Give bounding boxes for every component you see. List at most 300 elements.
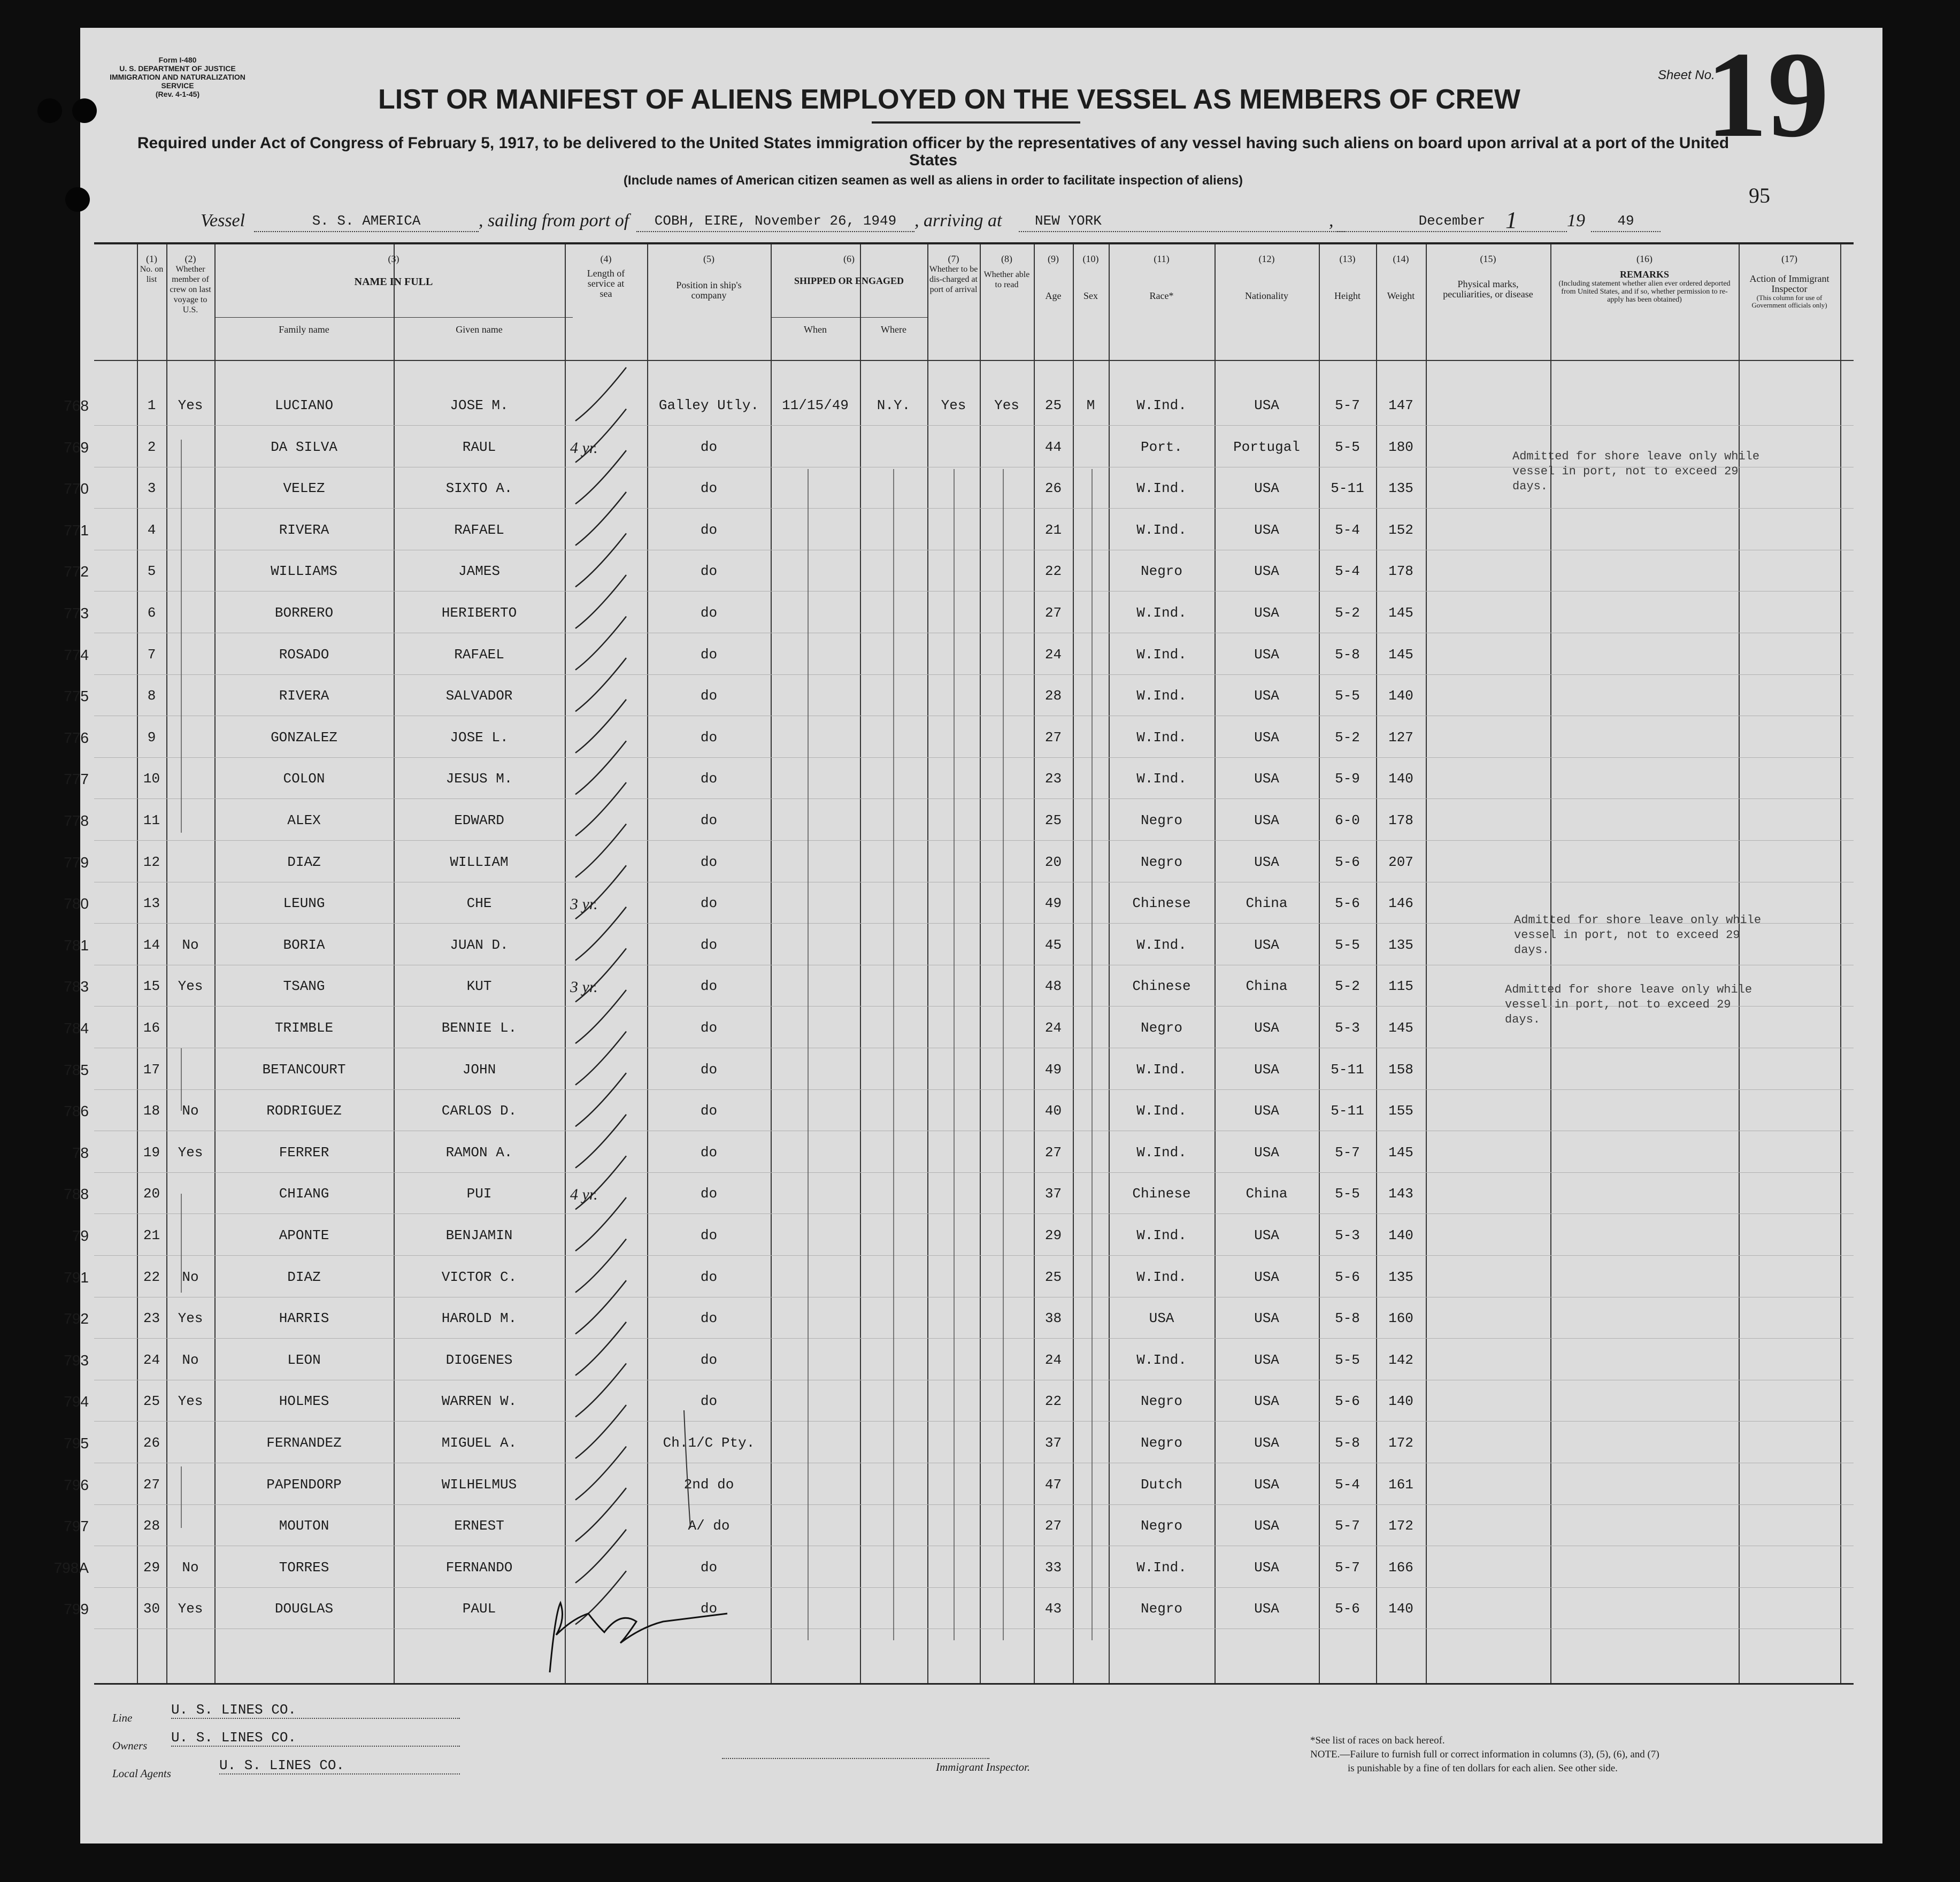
ledger-number: 783 <box>64 978 89 995</box>
cell-position: do <box>700 439 718 455</box>
cell-no: 8 <box>147 688 156 704</box>
cell-given: BENJAMIN <box>445 1227 513 1243</box>
cell-height: 5-5 <box>1335 936 1360 953</box>
cell-height: 5-4 <box>1335 563 1360 580</box>
cell-nat: USA <box>1254 1061 1279 1078</box>
cell-race: Chinese <box>1132 1186 1191 1202</box>
cell-prev: No <box>182 1559 199 1576</box>
cell-no: 23 <box>143 1310 160 1327</box>
cell-given: WILHELMUS <box>441 1476 517 1493</box>
cell-age: 24 <box>1044 646 1062 663</box>
cell-weight: 140 <box>1388 1227 1413 1243</box>
cell-family: ROSADO <box>279 646 329 663</box>
cell-prev: Yes <box>178 1144 203 1161</box>
cell-position: do <box>700 1227 718 1243</box>
cell-no: 10 <box>143 771 160 787</box>
cell-race: W.Ind. <box>1136 397 1187 413</box>
cell-weight: 135 <box>1388 480 1413 497</box>
cell-nat: China <box>1246 895 1288 912</box>
cell-position: do <box>700 1310 718 1327</box>
cell-age: 26 <box>1044 480 1062 497</box>
agents-field[interactable]: U. S. LINES CO. <box>219 1757 460 1775</box>
cell-family: WILLIAMS <box>271 563 337 580</box>
cell-no: 13 <box>143 895 160 912</box>
cell-race: W.Ind. <box>1136 688 1187 704</box>
ledger-number: 785 <box>64 1061 89 1078</box>
cell-height: 5-2 <box>1335 729 1360 746</box>
cell-position: do <box>700 563 718 580</box>
crew-table <box>53 242 1854 1685</box>
cell-given: JOHN <box>462 1061 496 1078</box>
cell-family: COLON <box>283 771 325 787</box>
cell-no: 30 <box>143 1601 160 1617</box>
cell-position: 2nd do <box>683 1476 734 1493</box>
page-instruction: (Include names of American citizen seamen as well as aliens in order to facilitate inspection of aliens) <box>623 173 1243 188</box>
arriving-field[interactable]: NEW YORK <box>1019 210 1345 232</box>
col-10-header: (10) Sex <box>1082 254 1099 301</box>
given-name-header: Given name <box>456 324 503 335</box>
cell-nat: USA <box>1254 1351 1279 1368</box>
service-tick <box>575 492 626 546</box>
cell-nat: China <box>1246 1186 1288 1202</box>
cell-position: do <box>700 1144 718 1161</box>
footnote-penalty-cont: is punishable by a fine of ten dollars for each alien. See other side. <box>1348 1763 1618 1774</box>
cell-age: 27 <box>1044 1518 1062 1534</box>
cell-age: 44 <box>1044 439 1062 455</box>
service-tick <box>575 409 626 463</box>
cell-nat: USA <box>1254 605 1279 621</box>
cell-family: RIVERA <box>279 521 329 538</box>
cell-age: 45 <box>1044 936 1062 953</box>
cell-position: do <box>700 1103 718 1119</box>
cell-weight: 115 <box>1388 978 1413 995</box>
service-tick <box>575 617 626 670</box>
family-name-header: Family name <box>279 324 329 335</box>
cell-race: Negro <box>1140 854 1182 870</box>
cell-height: 5-6 <box>1335 1393 1360 1410</box>
cell-position: do <box>700 1061 718 1078</box>
cell-no: 1 <box>147 397 156 413</box>
cell-age: 25 <box>1044 397 1062 413</box>
cell-race: Negro <box>1140 812 1182 828</box>
service-tick <box>575 1363 626 1417</box>
cell-no: 7 <box>147 646 156 663</box>
punch-hole <box>37 98 62 123</box>
remark-3: Admitted for shore leave only while vessel in port, not to exceed 29 days. <box>1505 983 1753 1026</box>
cell-race: W.Ind. <box>1136 729 1187 746</box>
cell-age: 33 <box>1044 1559 1062 1576</box>
cell-height: 5-11 <box>1331 480 1364 497</box>
service-tick <box>575 741 626 794</box>
cell-given: DIOGENES <box>445 1351 513 1368</box>
service-tick <box>575 907 626 961</box>
cell-nat: USA <box>1254 1020 1279 1036</box>
cell-height: 5-6 <box>1335 1269 1360 1285</box>
month-field[interactable]: December <box>1337 210 1567 232</box>
cell-race: W.Ind. <box>1136 1559 1187 1576</box>
service-tick <box>575 1115 626 1168</box>
cell-race: Chinese <box>1132 895 1191 912</box>
cell-height: 5-11 <box>1331 1103 1364 1119</box>
cell-position: do <box>700 895 718 912</box>
cell-nat: USA <box>1254 854 1279 870</box>
cell-nat: USA <box>1254 646 1279 663</box>
cell-family: HARRIS <box>279 1310 329 1327</box>
cell-no: 18 <box>143 1103 160 1119</box>
page-subtitle: Required under Act of Congress of February 5, 1917, to be delivered to the United States immigration officer by the representatives of any vessel having such aliens on board upon arrival at a port of the United States <box>137 134 1730 169</box>
col-5-header: (5) Position in ship's company <box>676 254 742 301</box>
cell-age: 43 <box>1044 1601 1062 1617</box>
form-id-line: (Rev. 4-1-45) <box>155 90 200 98</box>
cell-position: do <box>700 480 718 497</box>
cell-prev: Yes <box>178 397 203 413</box>
cell-age: 20 <box>1044 854 1062 870</box>
cell-given: FERNANDO <box>445 1559 513 1576</box>
cell-height: 5-4 <box>1335 1476 1360 1493</box>
cell-height: 5-3 <box>1335 1020 1360 1036</box>
col-9-header: (9) Age <box>1045 254 1062 301</box>
cell-weight: 140 <box>1388 1393 1413 1410</box>
cell-disch: Yes <box>941 397 966 413</box>
col-1-header: (1) No. on list <box>140 254 164 284</box>
cell-weight: 127 <box>1388 729 1413 746</box>
cell-family: PAPENDORP <box>266 1476 342 1493</box>
ledger-number: 779 <box>64 854 89 871</box>
cell-nat: USA <box>1254 1559 1279 1576</box>
cell-weight: 145 <box>1388 605 1413 621</box>
cell-race: W.Ind. <box>1136 936 1187 953</box>
service-tick <box>575 1073 626 1126</box>
cell-race: W.Ind. <box>1136 521 1187 538</box>
cell-race: Negro <box>1140 563 1182 580</box>
cell-nat: USA <box>1254 480 1279 497</box>
ledger-number: 774 <box>64 646 89 663</box>
ledger-number: 795 <box>64 1435 89 1451</box>
cell-prev: No <box>182 1351 199 1368</box>
cell-height: 5-7 <box>1335 1144 1360 1161</box>
vessel-field[interactable]: S. S. AMERICA <box>254 210 479 232</box>
cell-sex: M <box>1086 397 1095 413</box>
cell-no: 25 <box>143 1393 160 1410</box>
cell-height: 5-7 <box>1335 397 1360 413</box>
col-14-header: (14) Weight <box>1387 254 1415 301</box>
cell-family: MOUTON <box>279 1518 329 1534</box>
service-tick <box>575 782 626 836</box>
cell-family: LUCIANO <box>274 397 334 413</box>
service-tick <box>575 1280 626 1334</box>
service-tick-marks <box>575 367 626 1624</box>
col-8-header: (8) Whether able to read <box>983 254 1030 289</box>
cell-weight: 166 <box>1388 1559 1413 1576</box>
line-field[interactable]: U. S. LINES CO. <box>171 1702 460 1719</box>
cell-given: HAROLD M. <box>441 1310 517 1327</box>
service-tick <box>575 1447 626 1500</box>
col-15-header: (15) Physical marks, peculiarities, or disease <box>1443 254 1533 299</box>
day-handwritten: 1 <box>1505 207 1517 233</box>
cell-weight: 142 <box>1388 1351 1413 1368</box>
cell-service: 3 yr. <box>570 895 598 913</box>
cell-age: 38 <box>1044 1310 1062 1327</box>
inspector-label: Immigrant Inspector. <box>936 1761 1031 1773</box>
cell-height: 5-6 <box>1335 1601 1360 1617</box>
cell-age: 22 <box>1044 1393 1062 1410</box>
cell-position: do <box>700 521 718 538</box>
cell-prev: No <box>182 1269 199 1285</box>
cell-given: WARREN W. <box>441 1393 517 1410</box>
service-tick <box>575 824 626 878</box>
cell-height: 5-8 <box>1335 1310 1360 1327</box>
cell-nat: USA <box>1254 688 1279 704</box>
punch-hole <box>65 187 90 212</box>
ledger-number: 798A <box>53 1559 89 1576</box>
cell-given: CHE <box>466 895 492 912</box>
ledger-number: 770 <box>64 480 89 497</box>
footnote-races: *See list of races on back hereof. <box>1310 1735 1445 1746</box>
cell-height: 5-5 <box>1335 1186 1360 1202</box>
cell-height: 5-2 <box>1335 978 1360 995</box>
ledger-number: 768 <box>64 397 89 414</box>
port-date-field[interactable]: COBH, EIRE, November 26, 1949 <box>636 210 914 232</box>
cell-given: JOSE M. <box>450 397 509 413</box>
cell-position: do <box>700 771 718 787</box>
cell-no: 28 <box>143 1518 160 1534</box>
cell-position: Galley Utly. <box>658 397 759 413</box>
cell-nat: USA <box>1254 771 1279 787</box>
cell-no: 9 <box>147 729 156 746</box>
cell-prev: Yes <box>178 1393 203 1410</box>
cell-nat: USA <box>1254 1435 1279 1451</box>
cell-height: 5-8 <box>1335 1435 1360 1451</box>
cell-weight: 143 <box>1388 1186 1413 1202</box>
cell-nat: USA <box>1254 1393 1279 1410</box>
cell-age: 29 <box>1044 1227 1062 1243</box>
cell-given: JUAN D. <box>450 936 509 953</box>
ledger-number: 788 <box>64 1186 89 1203</box>
cell-position: do <box>700 1559 718 1576</box>
col-16-header: (16) REMARKS (Including statement whether alien ever ordered deported from United States, and if so, whether permission to re-apply has been obtained) <box>1558 254 1731 304</box>
cell-age: 21 <box>1044 521 1062 538</box>
ledger-number: 781 <box>64 936 89 954</box>
year-field[interactable]: 49 <box>1591 210 1661 232</box>
cell-given: CARLOS D. <box>441 1103 517 1119</box>
cell-age: 48 <box>1044 978 1062 995</box>
ledger-number: 792 <box>64 1310 89 1327</box>
service-tick <box>575 948 626 1002</box>
col-17-header: (17) Action of Immigrant Inspector (This column for use of Government officials only) <box>1749 254 1830 309</box>
footnote-penalty: NOTE.—Failure to furnish full or correct information in columns (3), (5), (6), and (7) <box>1310 1749 1659 1760</box>
cell-no: 21 <box>143 1227 160 1243</box>
cell-position: do <box>700 812 718 828</box>
cell-no: 29 <box>143 1559 160 1576</box>
cell-weight: 158 <box>1388 1061 1413 1078</box>
ledger-number: 791 <box>64 1269 89 1286</box>
ledger-number: 780 <box>64 895 89 912</box>
cell-race: W.Ind. <box>1136 771 1187 787</box>
cell-age: 27 <box>1044 729 1062 746</box>
punch-hole <box>72 98 97 123</box>
cell-no: 4 <box>147 521 156 538</box>
manifest-sheet <box>53 26 1882 1843</box>
cell-age: 27 <box>1044 1144 1062 1161</box>
service-tick <box>575 1405 626 1458</box>
service-tick <box>575 533 626 587</box>
cell-family: TRIMBLE <box>274 1020 334 1036</box>
cell-family: DA SILVA <box>271 439 337 455</box>
cell-position: do <box>700 688 718 704</box>
where-header: Where <box>881 324 906 335</box>
cell-family: RODRIGUEZ <box>266 1103 342 1119</box>
cell-position: do <box>700 729 718 746</box>
sailing-label: , sailing from port of <box>479 211 629 231</box>
service-tick <box>575 1322 626 1376</box>
service-tick <box>575 990 626 1043</box>
cell-weight: 140 <box>1388 688 1413 704</box>
service-tick <box>575 1197 626 1251</box>
service-tick <box>575 1530 626 1583</box>
ledger-number: 776 <box>64 729 89 746</box>
service-tick <box>575 865 626 919</box>
cell-position: do <box>700 1020 718 1036</box>
ledger-number: 769 <box>64 439 89 456</box>
cell-age: 25 <box>1044 1269 1062 1285</box>
cell-when: 11/15/49 <box>782 397 849 413</box>
cell-family: BORRERO <box>274 605 334 621</box>
cell-no: 24 <box>143 1351 160 1368</box>
cell-given: WILLIAM <box>450 854 509 870</box>
cell-family: APONTE <box>279 1227 329 1243</box>
page-title: LIST OR MANIFEST OF ALIENS EMPLOYED ON THE VESSEL AS MEMBERS OF CREW <box>378 84 1520 115</box>
cell-family: TORRES <box>279 1559 329 1576</box>
cell-no: 2 <box>147 439 156 455</box>
cell-position: do <box>700 936 718 953</box>
cell-no: 6 <box>147 605 156 621</box>
cell-family: DIAZ <box>287 854 321 870</box>
title-underline <box>872 121 1080 124</box>
col-11-header: (11) Race* <box>1149 254 1174 301</box>
ledger-number: 772 <box>64 563 89 580</box>
cell-weight: 180 <box>1388 439 1413 455</box>
inspector-signature-line <box>722 1758 989 1759</box>
cell-given: RAMON A. <box>445 1144 513 1161</box>
ledger-number: 799 <box>64 1601 89 1618</box>
cell-age: 40 <box>1044 1103 1062 1119</box>
cell-nat: USA <box>1254 1103 1279 1119</box>
cell-height: 5-2 <box>1335 605 1360 621</box>
cell-position: do <box>700 1601 718 1617</box>
vessel-label: Vessel <box>201 211 245 231</box>
cell-position: do <box>700 978 718 995</box>
cell-weight: 155 <box>1388 1103 1413 1119</box>
cell-height: 5-9 <box>1335 771 1360 787</box>
cell-weight: 172 <box>1388 1518 1413 1534</box>
cell-family: CHIANG <box>279 1186 329 1202</box>
service-tick <box>575 1239 626 1293</box>
cell-given: PAUL <box>462 1601 496 1617</box>
cell-position: A/ do <box>688 1518 730 1534</box>
cell-nat: USA <box>1254 521 1279 538</box>
cell-weight: 152 <box>1388 521 1413 538</box>
cell-position: do <box>700 646 718 663</box>
cell-nat: USA <box>1254 1601 1279 1617</box>
cell-age: 23 <box>1044 771 1062 787</box>
pen-stroke <box>684 1410 690 1528</box>
cell-family: BORIA <box>283 936 325 953</box>
cell-given: RAFAEL <box>454 521 504 538</box>
cell-height: 5-6 <box>1335 895 1360 912</box>
cell-nat: USA <box>1254 1144 1279 1161</box>
cell-weight: 207 <box>1388 854 1413 870</box>
cell-nat: USA <box>1254 812 1279 828</box>
cell-race: Negro <box>1140 1601 1182 1617</box>
cell-given: MIGUEL A. <box>441 1435 517 1451</box>
cell-race: Dutch <box>1140 1476 1182 1493</box>
cell-race: Negro <box>1140 1518 1182 1534</box>
cell-given: JOSE L. <box>450 729 509 746</box>
cell-race: Negro <box>1140 1020 1182 1036</box>
cell-no: 20 <box>143 1186 160 1202</box>
cell-height: 5-3 <box>1335 1227 1360 1243</box>
inspector-signature <box>550 1603 727 1672</box>
cell-weight: 178 <box>1388 812 1413 828</box>
cell-height: 5-5 <box>1335 1351 1360 1368</box>
col-4-header: (4) Length of service at sea <box>587 254 625 299</box>
cell-age: 47 <box>1044 1476 1062 1493</box>
cell-race: Negro <box>1140 1393 1182 1410</box>
cell-race: W.Ind. <box>1136 1227 1187 1243</box>
cell-weight: 145 <box>1388 1020 1413 1036</box>
cell-no: 14 <box>143 936 160 953</box>
cell-family: RIVERA <box>279 688 329 704</box>
cell-given: RAUL <box>462 439 496 455</box>
ditto-lines <box>181 440 1092 1640</box>
cell-race: Port. <box>1140 439 1182 455</box>
form-id-line: IMMIGRATION AND NATURALIZATION SERVICE <box>110 73 245 90</box>
cell-age: 28 <box>1044 688 1062 704</box>
cell-race: W.Ind. <box>1136 1061 1187 1078</box>
cell-service: 4 yr. <box>570 1186 598 1204</box>
cell-position: do <box>700 1351 718 1368</box>
agents-label: Local Agents <box>112 1767 171 1780</box>
cell-no: 22 <box>143 1269 160 1285</box>
ledger-number: 771 <box>64 521 89 539</box>
col-7-header: (7) Whether to be dis-charged at port of arrival <box>929 254 978 294</box>
cell-nat: China <box>1246 978 1288 995</box>
cell-service: 4 yr. <box>570 439 598 457</box>
owners-field[interactable]: U. S. LINES CO. <box>171 1730 460 1747</box>
cell-given: PUI <box>466 1186 492 1202</box>
cell-race: W.Ind. <box>1136 1351 1187 1368</box>
cell-where: N.Y. <box>877 397 911 413</box>
col-6-header: (6) SHIPPED OR ENGAGED <box>794 254 904 286</box>
cell-weight: 160 <box>1388 1310 1413 1327</box>
remark-1: Admitted for shore leave only while vessel in port, not to exceed 29 days. <box>1512 450 1760 493</box>
cell-given: JESUS M. <box>445 771 513 787</box>
cell-family: VELEZ <box>283 480 325 497</box>
cell-prev: Yes <box>178 1601 203 1617</box>
form-id-line: U. S. DEPARTMENT OF JUSTICE <box>119 64 236 73</box>
cell-no: 16 <box>143 1020 160 1036</box>
cell-read: Yes <box>994 397 1019 413</box>
cell-no: 3 <box>147 480 156 497</box>
cell-no: 5 <box>147 563 156 580</box>
cell-weight: 140 <box>1388 771 1413 787</box>
ledger-number: 78 <box>72 1144 89 1161</box>
cell-age: 49 <box>1044 1061 1062 1078</box>
cell-weight: 178 <box>1388 563 1413 580</box>
cell-prev: No <box>182 1103 199 1119</box>
cell-position: do <box>700 1393 718 1410</box>
cell-no: 26 <box>143 1435 160 1451</box>
